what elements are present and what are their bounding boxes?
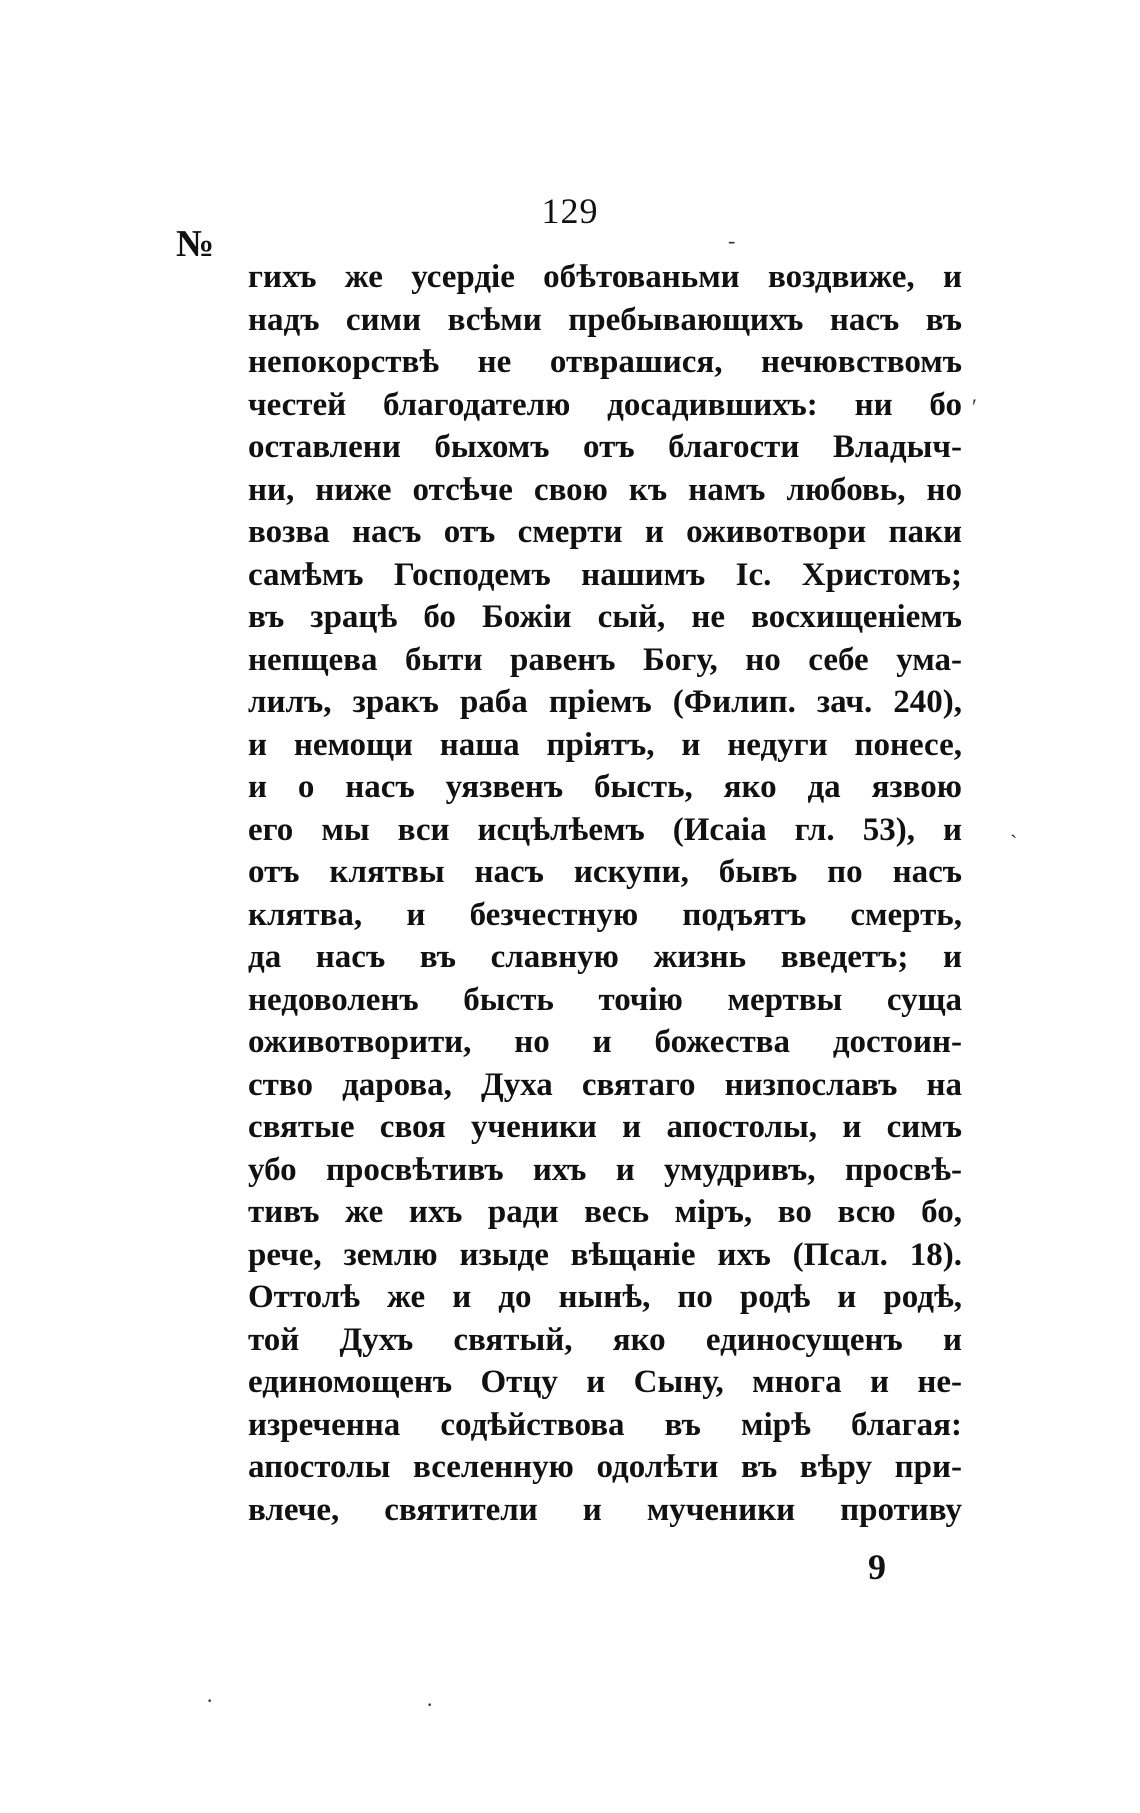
text-line: тивъ же ихъ ради весь міръ, во всю бо, [248,1194,962,1230]
text-line: той Духъ святый, яко единосущенъ и [248,1321,962,1358]
print-speck: ′ [972,394,977,419]
text-line: убо просвѣтивъ ихъ и умудривъ, просвѣ- [248,1151,962,1188]
text-line: честей благодателю досадившихъ: ни бо [248,386,962,423]
margin-numero-mark: № [176,223,215,265]
text-line: и немощи наша пріятъ, и недуги понесе, [248,726,962,763]
text-line: святые своя ученики и апостолы, и симъ [248,1109,962,1145]
body-text [248,256,962,1531]
text-line: въ зрацѣ бо Божіи сый, не восхищеніемъ [248,599,962,635]
text-line: апостолы вселенную одолѣти въ вѣру при- [248,1449,962,1485]
text-line: возва насъ отъ смерти и оживотвори паки [248,514,962,550]
text-line: ство дарова, Духа святаго низпославъ на [248,1066,962,1103]
text-line: влече, святители и мученики противу [248,1491,962,1528]
text-line: оставлени быхомъ отъ благости Владыч- [248,429,962,465]
text-line: да насъ въ славную жизнь введетъ; и [248,939,962,975]
text-line: единомощенъ Отцу и Сыну, многа и не- [248,1364,962,1400]
print-speck: · [206,1688,214,1713]
text-line: ни, ниже отсѣче свою къ намъ любовь, но [248,471,962,508]
text-line: самѣмъ Господемъ нашимъ Іс. Христомъ; [248,556,962,593]
page-number: 129 [541,191,599,231]
signature-mark: 9 [868,1547,886,1587]
text-line: Оттолѣ же и до нынѣ, по родѣ и родѣ, [248,1279,962,1315]
text-line: непокорствѣ не отврашися, нечювствомъ [248,344,962,380]
text-line: оживотворити, но и божества достоин- [248,1024,962,1060]
text-line: непщева быти равенъ Богу, но себе ума- [248,641,962,678]
text-line: отъ клятвы насъ искупи, бывъ по насъ [248,854,962,890]
text-line: надъ сими всѣми пребывающихъ насъ въ [248,301,962,338]
text-line: недоволенъ бысть точію мертвы суща [248,981,962,1018]
text-line: гихъ же усердіе обѣтованьми воздвиже, и [248,259,962,295]
text-line: его мы вси исцѣлѣемъ (Исаіа гл. 53), и [248,811,962,848]
print-speck: · [426,1692,434,1717]
text-line: рече, землю изыде вѣщаніе ихъ (Псал. 18). [248,1236,962,1273]
print-speck: ` [1010,830,1018,855]
text-line: лилъ, зракъ раба пріемъ (Филип. зач. 240), [248,684,962,720]
print-speck: - [728,228,736,253]
text-line: и о насъ уязвенъ бысть, яко да язвою [248,769,962,805]
text-line: изреченна содѣйствова въ мірѣ благая: [248,1406,962,1443]
text-line: клятва, и безчестную подъятъ смерть, [248,896,962,933]
